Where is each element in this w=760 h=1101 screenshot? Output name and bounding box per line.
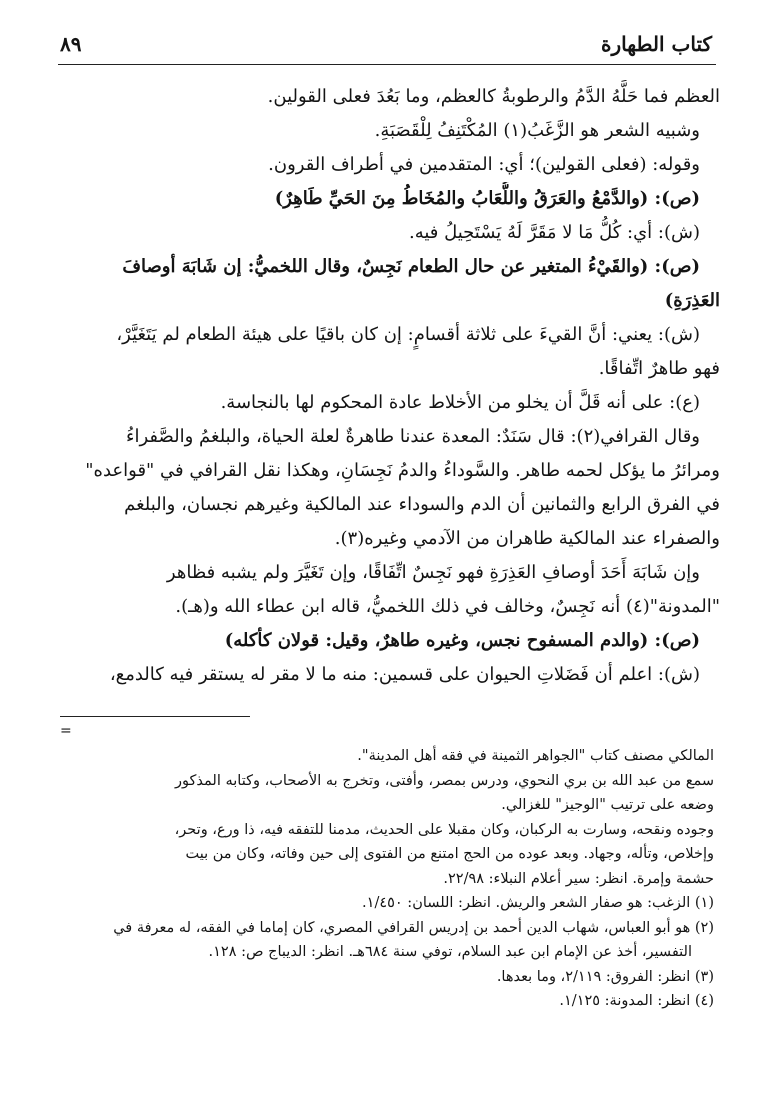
text-line: وقوله: (فعلى القولين)؛ أي: المتقدمين في أطراف القرون. — [268, 154, 700, 175]
text-line: (ص): (والدَّمْعُ والعَرَقُ واللُّعَابُ والمُخَاطُ مِنَ الحَيِّ طَاهِرٌ) — [274, 188, 700, 209]
footnote-line: سمع من عبد الله بن بري النحوي، ودرس بمصر، وأفتى، وتخرج به الأصحاب، وكتابه المذكور — [175, 772, 714, 789]
footnote-line: المالكي مصنف كتاب "الجواهر الثمينة في فقه أهل المدينة". — [357, 748, 714, 764]
footnote-line: (٣) انظر: الفروق: ٢/١١٩، وما بعدها. — [496, 968, 714, 985]
text-line: (ص): (والقَيْءُ المتغير عن حال الطعام نَجِسٌ، وقال اللخميُّ: إن شَابَهَ أوصافَ — [122, 256, 700, 277]
footnote-line: وجوده ونقحه، وسارت به الركبان، وكان مقبلا على الحديث، مدمنا للتفقه فيه، ذا ورع، وتحر، — [174, 821, 714, 838]
page-number: ٨٩ — [60, 32, 82, 56]
header-rule — [58, 64, 716, 65]
text-line: وشبيه الشعر هو الزَّغَبُ(١) المُكْتَنِفُ لِلْقَصَبَةِ. — [374, 120, 700, 141]
footnote-line: حشمة وإمرة. انظر: سير أعلام النبلاء: ٢٢/٩٨. — [443, 870, 714, 887]
text-line: "المدونة"(٤) أنه نَجِسٌ، وخالف في ذلك اللخميُّ، قاله ابن عطاء الله و(هـ). — [175, 596, 720, 617]
text-line: فهو طاهرٌ اتِّفاقًا. — [598, 358, 720, 379]
text-line: ومرائرُ ما يؤكل لحمه طاهر. والسَّوداءُ والدمُ نَجِسَانِ، وهكذا نقل القرافي في "قواعده" — [85, 460, 720, 481]
footnote-line: (٢) هو أبو العباس، شهاب الدين أحمد بن إدريس القرافي المصري، كان إماما في الفقه، له معرفة في — [113, 919, 714, 936]
footnote-line: وضعه على ترتيب "الوجيز" للغزالي. — [501, 797, 714, 813]
text-line: (ش): أي: كُلُّ مَا لا مَقَرَّ لَهُ يَسْتَحِيلُ فيه. — [408, 222, 700, 243]
text-line: والصفراء عند المالكية طاهران من الآدمي وغيره(٣). — [334, 528, 720, 549]
footnote-separator — [60, 716, 250, 717]
text-line: (ع): على أنه قَلَّ أن يخلو من الأخلاط عادة المحكوم لها بالنجاسة. — [220, 392, 700, 413]
text-line: العَذِرَةِ) — [664, 290, 720, 311]
footnote-line: (١) الزغب: هو صفار الشعر والريش. انظر: اللسان: ١/٤٥٠. — [362, 895, 714, 911]
text-line: (ش): اعلم أن فَضَلاتِ الحيوان على قسمين: منه ما لا مقر له يستقر فيه كالدمع، — [109, 664, 700, 685]
running-header-title: كتاب الطهارة — [601, 32, 712, 56]
footnote-line: وإخلاص، وتأله، وجهاد. وبعد عوده من الحج امتنع من الفتوى إلى حين وفاته، وكان من بيت — [185, 846, 714, 862]
text-line: وقال القرافي(٢): قال سَنَدٌ: المعدة عندنا طاهرةٌ لعلة الحياة، والبلغمُ والصَّفراءُ — [126, 426, 700, 447]
text-line: (ص): (والدم المسفوح نجس، وغيره طاهرٌ، وقيل: قولان كأكله) — [224, 630, 700, 651]
main-text — [44, 80, 720, 692]
text-line: وإن شَابَهَ أَحَدَ أوصافِ العَذِرَةِ فهو نَجِسٌ اتِّفَاقًا، وإن تَغَيَّرَ ولم يشبه فظاهر — [166, 562, 700, 583]
text-line: (ش): يعني: أنَّ القيءَ على ثلاثة أقسامٍ: إن كان باقيًا على هيئة الطعام لم يَتَغَيَّرْ، — [116, 324, 700, 345]
footnote-line: التفسير، أخذ عن الإمام ابن عبد السلام، توفي سنة ٦٨٤هـ. انظر: الديباج ص: ١٢٨. — [208, 944, 692, 960]
footnote-line: (٤) انظر: المدونة: ١/١٢٥. — [559, 993, 714, 1009]
text-line: في الفرق الرابع والثمانين أن الدم والسوداء عند المالكية وغيرهم نجسان، والبلغم — [124, 494, 720, 515]
footnotes — [44, 744, 714, 1014]
footnote-continuation-mark: = — [60, 723, 72, 739]
text-line: العظم فما حَلَّهُ الدَّمُ والرطوبةُ كالعظم، وما بَعُدَ فعلى القولين. — [267, 86, 720, 107]
